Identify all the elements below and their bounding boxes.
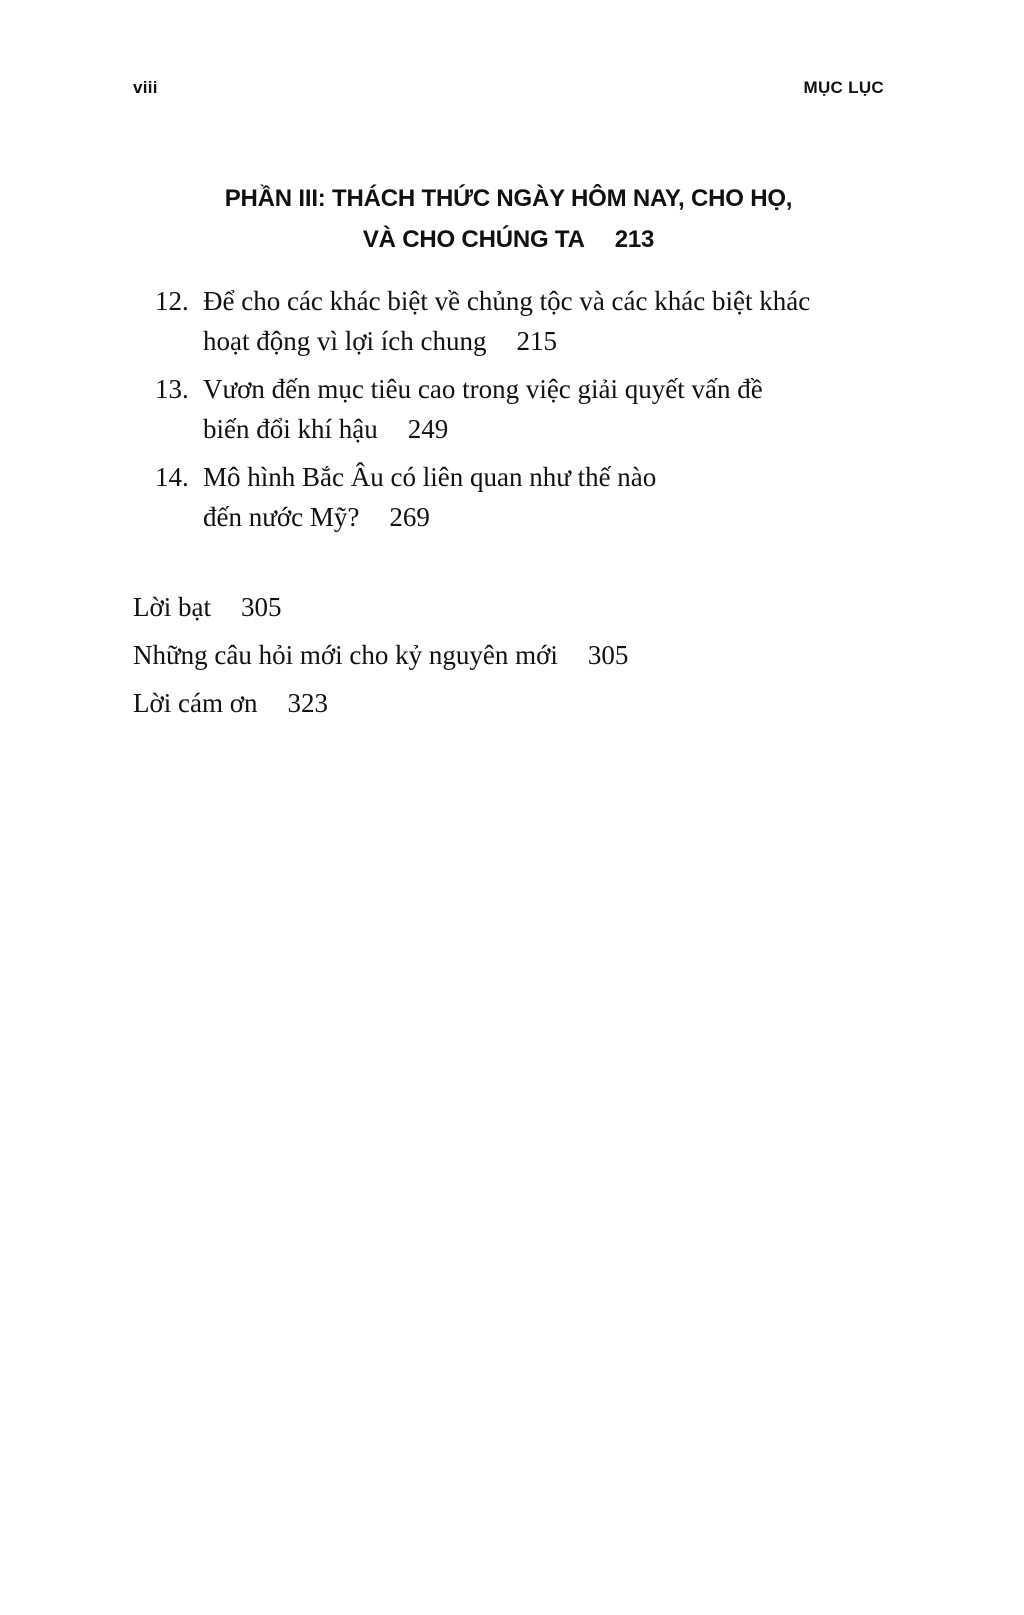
back-matter-list (133, 587, 893, 731)
chapter-number: 12. (155, 286, 189, 316)
chapter-title-line-2 (203, 409, 893, 449)
part-title-text: VÀ CHO CHÚNG TA (362, 226, 585, 253)
entry-title: Lời bạt (133, 592, 212, 622)
part-title (133, 178, 884, 260)
chapter-title-line-1: Mô hình Bắc Âu có liên quan như thế nào (203, 462, 657, 492)
chapter-entry-13 (133, 369, 893, 449)
back-matter-entry-new-questions (133, 635, 893, 675)
chapter-page-number: 269 (389, 502, 430, 532)
section-heading: MỤC LỤC (803, 78, 884, 97)
part-page-number: 213 (614, 226, 655, 253)
chapter-title-text: biến đổi khí hậu (203, 414, 378, 444)
chapter-page-number: 249 (407, 414, 449, 444)
entry-title: Những câu hỏi mới cho kỷ nguyên mới (133, 640, 558, 670)
chapter-title-line-2 (203, 497, 893, 537)
back-matter-entry-acknowledgements (133, 683, 893, 723)
chapter-title-text: đến nước Mỹ? (203, 502, 360, 532)
chapter-entry-12 (133, 281, 893, 361)
part-title-line-2 (133, 219, 884, 260)
chapter-page-number: 215 (516, 326, 557, 356)
entry-title: Lời cám ơn (133, 688, 258, 718)
chapter-list (133, 281, 893, 545)
back-matter-entry-afterword (133, 587, 893, 627)
chapter-title-text: hoạt động vì lợi ích chung (203, 326, 487, 356)
part-title-line-1: PHẦN III: THÁCH THỨC NGÀY HÔM NAY, CHO HỌ, (224, 185, 793, 212)
chapter-number: 13. (155, 374, 189, 404)
entry-page-number: 305 (587, 640, 629, 670)
entry-page-number: 305 (241, 592, 282, 622)
entry-page-number: 323 (287, 688, 329, 718)
chapter-title-line-2 (203, 321, 893, 361)
chapter-number: 14. (155, 462, 189, 492)
chapter-entry-14 (133, 457, 893, 537)
chapter-title-line-1: Để cho các khác biệt về chủng tộc và các khác biệt khác (203, 286, 811, 316)
page-number: viii (133, 78, 158, 97)
running-head (133, 78, 884, 102)
chapter-title-line-1: Vươn đến mục tiêu cao trong việc giải quyết vấn đề (203, 374, 763, 404)
